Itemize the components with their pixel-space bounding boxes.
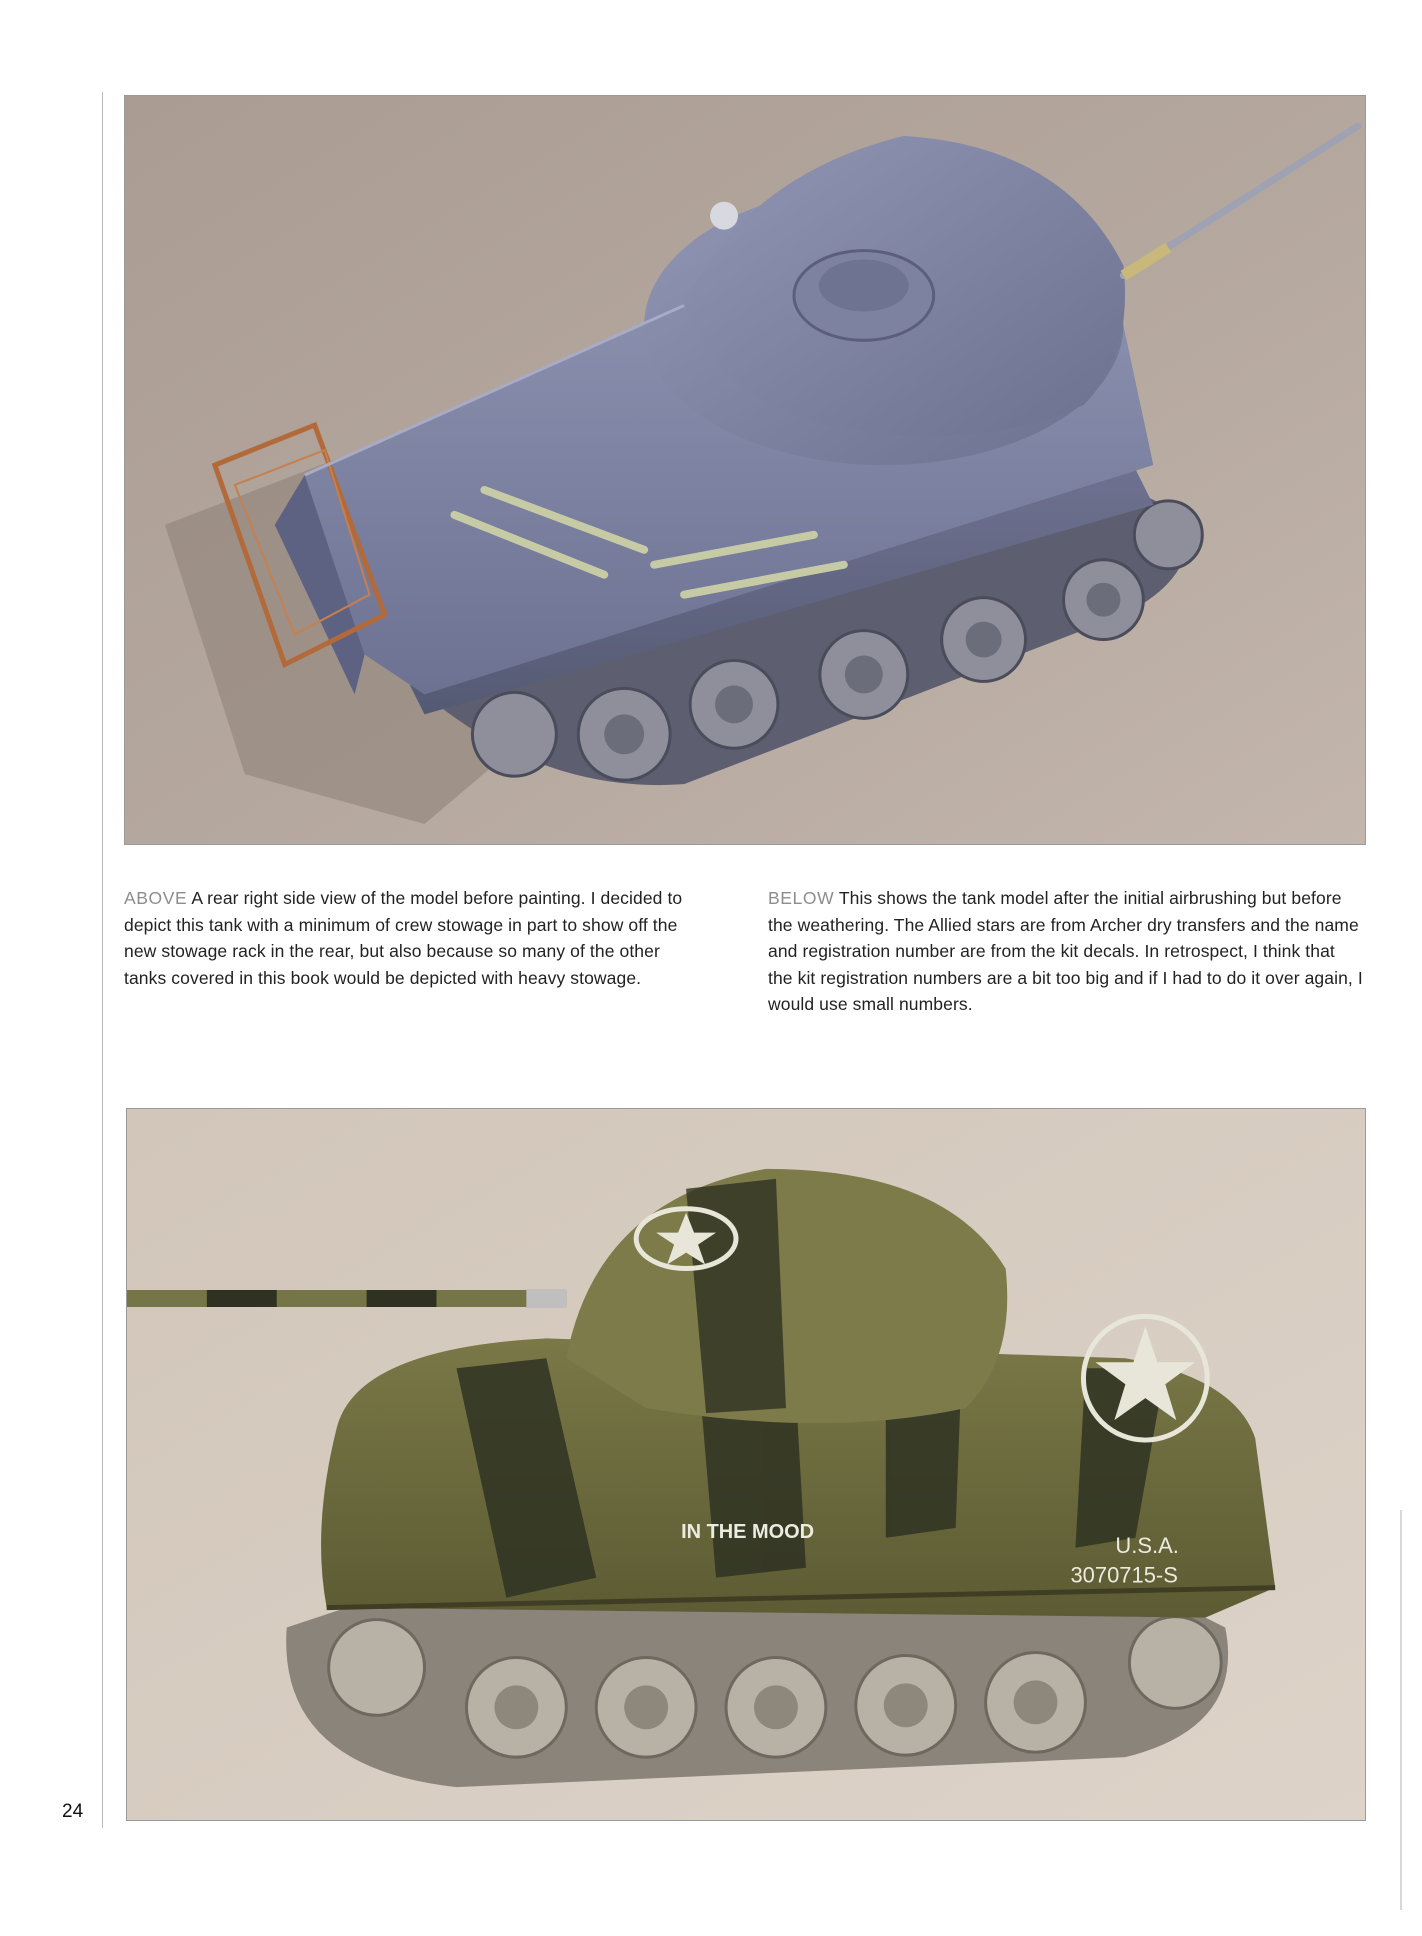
registration-decal: 3070715-S — [1070, 1562, 1178, 1588]
caption-below-label: BELOW — [768, 888, 835, 908]
photo-tank-unpainted — [124, 95, 1366, 845]
caption-above-label: ABOVE — [124, 888, 188, 908]
tank-name-decal: IN THE MOOD — [681, 1520, 815, 1543]
tank-unpainted-illustration — [125, 96, 1365, 844]
caption-below — [768, 885, 1363, 1018]
caption-below-text: This shows the tank model after the initial airbrushing but before the weathering. The Allied stars are from Archer dry transfers and the name and registration number are from the kit decals. In retrospect, I think that the kit registration numbers are a bit too big and if I had to do it over again, I would use small numbers. — [768, 888, 1363, 1014]
page-number: 24 — [62, 1801, 84, 1822]
caption-above-text: A rear right side view of the model before painting. I decided to depict this tank with a minimum of crew stowage in part to show off the new stowage rack in the rear, but also because so many of the other tanks covered in this book would be depicted with heavy stowage. — [124, 888, 683, 988]
margin-rule — [102, 92, 103, 1828]
tank-camouflaged-illustration — [127, 1109, 1365, 1820]
page-edge-rule — [1400, 1510, 1402, 1910]
caption-above — [124, 885, 704, 991]
photo-tank-camouflaged — [126, 1108, 1366, 1821]
country-decal: U.S.A. — [1115, 1532, 1179, 1558]
